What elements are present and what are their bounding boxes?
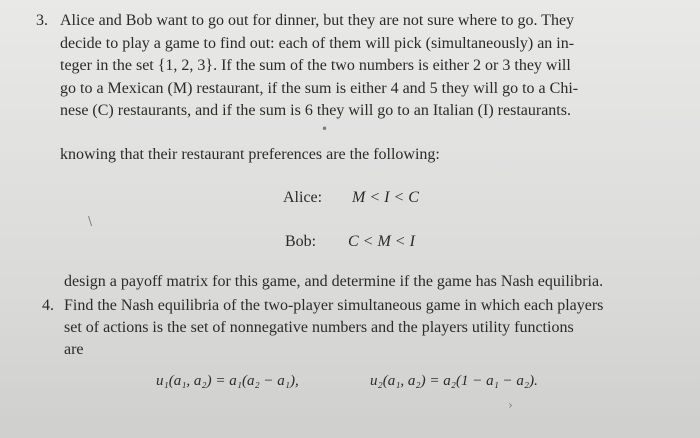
problem-3-number: 3. <box>36 12 48 29</box>
problem-3-line-1: Alice and Bob want to go out for dinner, but they are not sure where to go. They <box>60 12 575 29</box>
problem-3-line-2: decide to play a game to find out: each of them will pick (simultaneously) an in- <box>60 35 575 52</box>
utility-function-1: u₁(a₁, a₂) = a₁(a₂ − a₁), <box>156 373 299 389</box>
problem-4-line-3: are <box>64 341 84 358</box>
preferences-intro: knowing that their restaurant preferences are the following: <box>60 146 440 163</box>
pen-mark: \ <box>88 214 93 228</box>
problem-3-line-3: teger in the set {1, 2, 3}. If the sum of the two numbers is either 2 or 3 they will <box>60 57 571 74</box>
bob-label: Bob: <box>285 233 317 250</box>
problem-4-number: 4. <box>42 297 54 314</box>
problem-4-line-1: Find the Nash equilibria of the two-player simultaneous game in which each players <box>64 297 604 314</box>
problem-4-line-2: set of actions is the set of nonnegative numbers and the players utility functions <box>64 319 574 336</box>
pen-mark: › <box>508 398 513 412</box>
bob-preference-order: C < M < I <box>348 233 415 250</box>
pen-mark: • <box>321 122 329 136</box>
problem-3-line-4: go to a Mexican (M) restaurant, if the sum is either 4 and 5 they will go to a Chi- <box>60 80 579 97</box>
alice-preference-order: M < I < C <box>352 189 419 206</box>
alice-label: Alice: <box>283 189 323 206</box>
problem-3-line-5: nese (C) restaurants, and if the sum is 6 they will go to an Italian (I) restaurants. <box>60 102 571 119</box>
problem-3-task: design a payoff matrix for this game, and determine if the game has Nash equilibria. <box>64 273 604 290</box>
utility-function-2: u₂(a₁, a₂) = a₂(1 − a₁ − a₂). <box>370 373 538 389</box>
